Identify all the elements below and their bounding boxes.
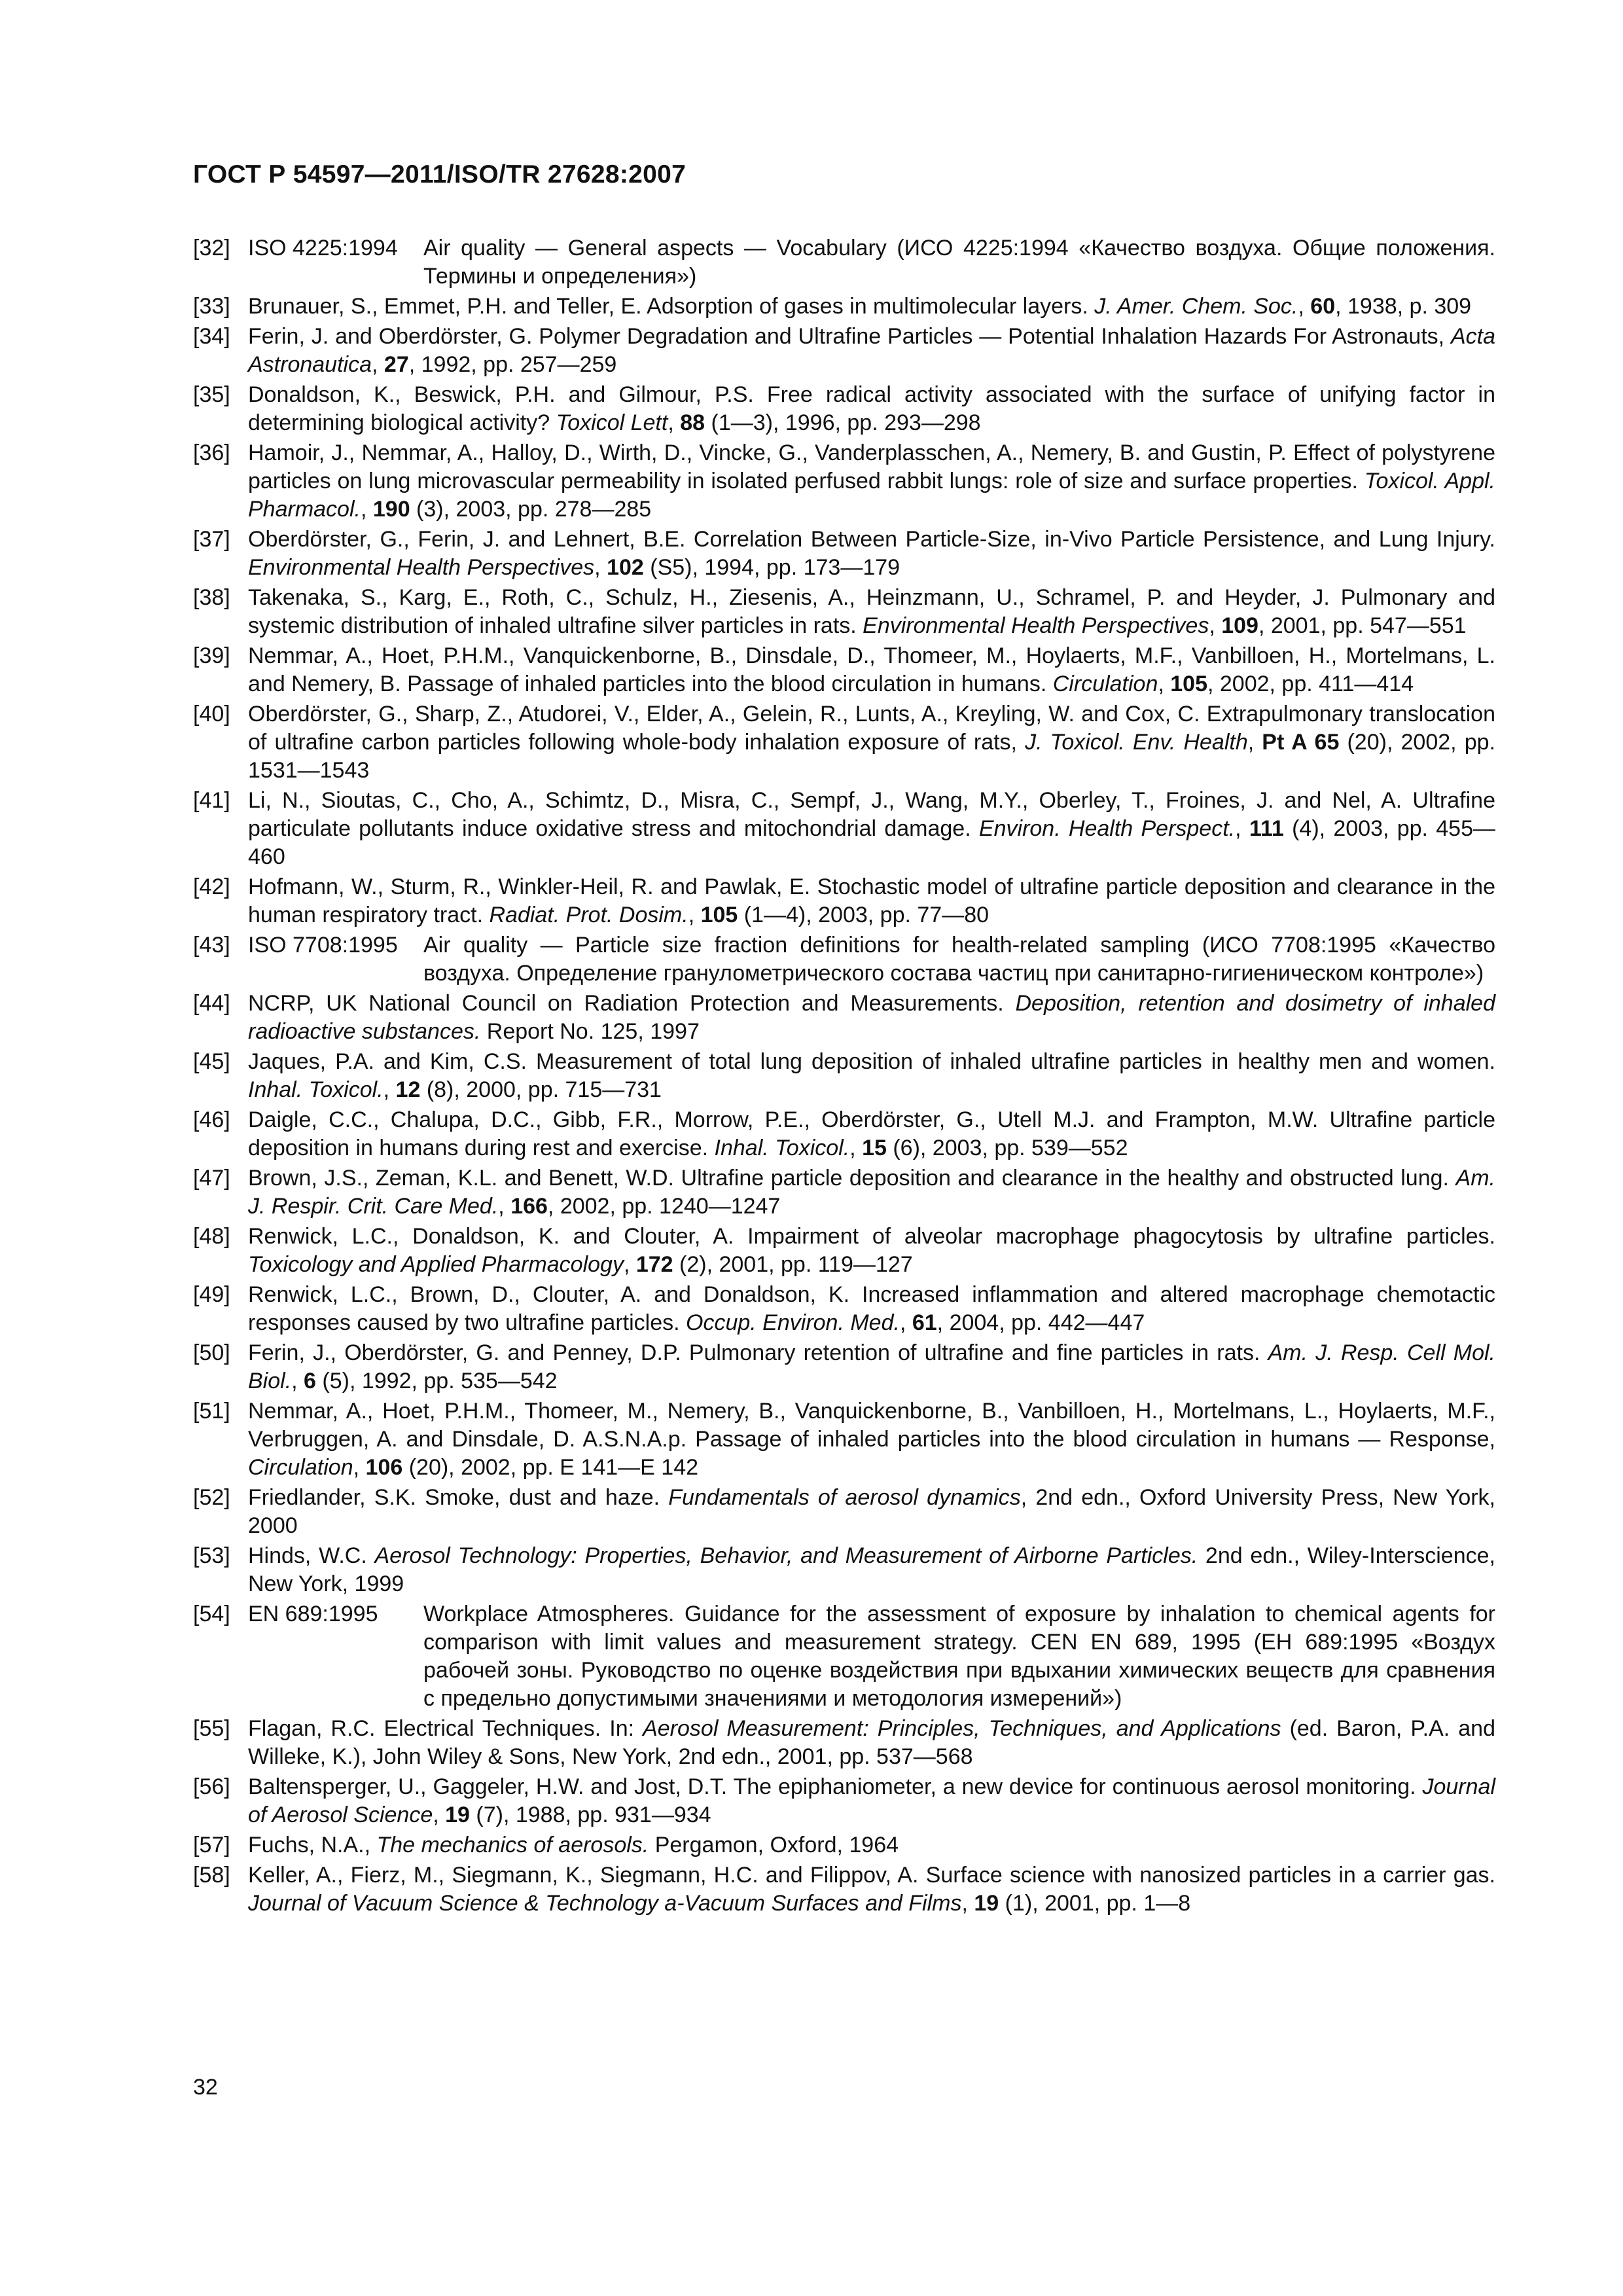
reference-text-run: Friedlander, S.K. Smoke, dust and haze. <box>248 1485 669 1510</box>
reference-number: [58] <box>193 1863 230 1888</box>
reference-text-run: , <box>961 1891 974 1916</box>
reference-volume: 6 <box>304 1369 316 1393</box>
reference-text-run: Report No. 125, 1997 <box>480 1019 700 1044</box>
reference-volume: 27 <box>383 352 409 377</box>
reference-text <box>248 1773 1495 1829</box>
reference-number: [33] <box>193 294 230 319</box>
standard-code: ISO 7708:1995 <box>248 933 398 958</box>
reference-number: [32] <box>193 236 230 260</box>
reference-source-title: J. Amer. Chem. Soc. <box>1094 294 1298 319</box>
reference-number: [56] <box>193 1774 230 1799</box>
reference-number: [52] <box>193 1485 230 1510</box>
reference-number: [38] <box>193 585 230 610</box>
reference-source-title: Toxicol. Appl. Pharmacol. <box>248 469 1495 522</box>
reference-source-title: Occup. Environ. Med. <box>686 1310 900 1335</box>
reference-text <box>248 1397 1495 1482</box>
reference-text-run: Air quality — Particle size fraction definitions for health-related sampling (ИСО 7708:1995 «Качество воздуха. Определение гранулометрического состава частиц при санитарно-гигиеническом контроле») <box>423 933 1495 986</box>
reference-source-title: Aerosol Measurement: Principles, Techniques, and Applications <box>643 1716 1281 1741</box>
reference-text-run: Oberdörster, G., Ferin, J. and Lehnert, B.E. Correlation Between Particle-Size, in-Vivo Particle Persistence, and Lung Injury. <box>248 527 1495 552</box>
reference-source-title: Radiat. Prot. Dosim. <box>489 903 688 927</box>
reference-number: [45] <box>193 1049 230 1074</box>
reference-source-title: Inhal. Toxicol. <box>714 1136 850 1160</box>
reference-source-title: Acta Astronautica <box>248 324 1495 377</box>
reference-text-run: (20), 2002, pp. 1531—1543 <box>248 730 1495 783</box>
reference-item <box>193 323 1495 379</box>
reference-source-title: Aerosol Technology: Properties, Behavior, and Measurement of Airborne Particles. <box>374 1543 1198 1568</box>
reference-item <box>193 873 1495 929</box>
reference-text-run: (1), 2001, pp. 1—8 <box>999 1891 1191 1916</box>
reference-text-run: Brown, J.S., Zeman, K.L. and Benett, W.D. Ultrafine particle deposition and clearance in the healthy and obstructed lung. <box>248 1166 1456 1191</box>
reference-text <box>423 234 1495 291</box>
reference-text-run: Hinds, W.C. <box>248 1543 375 1568</box>
reference-text-run: , 1992, pp. 257—259 <box>408 352 617 377</box>
reference-text-run: , 2002, pp. 411—414 <box>1207 672 1414 696</box>
reference-item <box>193 1542 1495 1598</box>
reference-text-run: (6), 2003, pp. 539—552 <box>886 1136 1128 1160</box>
reference-text-run: , <box>1298 294 1311 319</box>
reference-volume: 19 <box>974 1891 999 1916</box>
reference-text-run: , 2002, pp. 1240—1247 <box>547 1194 781 1219</box>
reference-item <box>193 1484 1495 1540</box>
reference-number: [57] <box>193 1833 230 1857</box>
reference-number: [48] <box>193 1224 230 1249</box>
reference-text-run: (1—3), 1996, pp. 293—298 <box>705 410 981 435</box>
reference-source-title: Deposition, retention and dosimetry of inhaled radioactive substances. <box>248 991 1495 1044</box>
reference-text <box>248 1164 1495 1221</box>
reference-text <box>248 584 1495 640</box>
reference-text <box>248 323 1495 379</box>
reference-text-run: (4), 2003, pp. 455—460 <box>248 816 1495 869</box>
reference-text-run: Pergamon, Oxford, 1964 <box>649 1833 899 1857</box>
reference-volume: 109 <box>1221 613 1258 638</box>
reference-text-run: Takenaka, S., Karg, E., Roth, C., Schulz, H., Ziesenis, A., Heinzmann, U., Schramel, P. and Heyder, J. Pulmonary and systemic distribution of inhaled ultrafine silver particles in rats. <box>248 585 1495 638</box>
reference-number: [49] <box>193 1282 230 1307</box>
reference-text-run: , <box>668 410 681 435</box>
reference-source-title: Toxicol Lett <box>556 410 668 435</box>
reference-volume: 105 <box>1170 672 1207 696</box>
reference-text-run: (3), 2003, pp. 278—285 <box>410 497 652 522</box>
reference-source-title: Journal of Aerosol Science <box>248 1774 1495 1827</box>
reference-item <box>193 1831 1495 1859</box>
reference-text-run: , <box>1247 730 1262 755</box>
reference-text <box>248 1048 1495 1104</box>
reference-item <box>193 642 1495 698</box>
reference-text <box>248 293 1495 321</box>
reference-item <box>193 381 1495 437</box>
reference-volume: 106 <box>365 1455 403 1480</box>
reference-text <box>248 787 1495 871</box>
reference-text <box>248 1339 1495 1395</box>
reference-text <box>248 700 1495 785</box>
reference-source-title: J. Toxicol. Env. Health <box>1025 730 1248 755</box>
reference-text-run: , <box>849 1136 863 1160</box>
reference-number: [40] <box>193 702 230 726</box>
reference-text-run: Renwick, L.C., Brown, D., Clouter, A. and Donaldson, K. Increased inflammation and altered macrophage chemotactic responses caused by two ultrafine particles. <box>248 1282 1495 1335</box>
reference-source-title: Circulation <box>1052 672 1158 696</box>
reference-text <box>248 439 1495 524</box>
reference-number: [46] <box>193 1107 230 1132</box>
reference-text-run: Air quality — General aspects — Vocabulary (ИСО 4225:1994 «Качество воздуха. Общие положения. Термины и определения») <box>423 236 1495 289</box>
reference-text <box>248 1542 1495 1598</box>
reference-text-run: Daigle, C.C., Chalupa, D.C., Gibb, F.R., Morrow, P.E., Oberdörster, G., Utell M.J. and Frampton, M.W. Ultrafine particle deposition in humans during rest and exercise. <box>248 1107 1495 1160</box>
reference-text-run: , <box>360 497 373 522</box>
reference-item <box>193 990 1495 1046</box>
reference-volume: 19 <box>445 1803 470 1827</box>
reference-volume: 172 <box>635 1252 673 1277</box>
reference-text-run: (7), 1988, pp. 931—934 <box>469 1803 711 1827</box>
reference-source-title: Journal of Vacuum Science & Technology a-Vacuum Surfaces and Films <box>248 1891 962 1916</box>
reference-text-run: (1—4), 2003, pp. 77—80 <box>738 903 990 927</box>
reference-source-title: Toxicology and Applied Pharmacology <box>248 1252 624 1277</box>
reference-item <box>193 293 1495 321</box>
document-header: ГОСТ Р 54597—2011/ISO/TR 27628:2007 <box>193 160 687 188</box>
reference-volume: 60 <box>1310 294 1336 319</box>
reference-text-run: NCRP, UK National Council on Radiation Protection and Measurements. <box>248 991 1016 1016</box>
reference-number: [39] <box>193 643 230 668</box>
reference-source-title: The mechanics of aerosols. <box>376 1833 649 1857</box>
reference-number: [47] <box>193 1166 230 1191</box>
reference-number: [44] <box>193 991 230 1016</box>
reference-text <box>248 1484 1495 1540</box>
reference-text-run: Renwick, L.C., Donaldson, K. and Clouter, A. Impairment of alveolar macrophage phagocytosis by ultrafine particles. <box>248 1224 1495 1249</box>
reference-text <box>248 1861 1495 1918</box>
reference-volume: 15 <box>862 1136 887 1160</box>
reference-text-run: (S5), 1994, pp. 173—179 <box>643 555 901 580</box>
reference-volume: 166 <box>510 1194 548 1219</box>
reference-text <box>248 990 1495 1046</box>
reference-text-run: Donaldson, K., Beswick, P.H. and Gilmour, P.S. Free radical activity associated with the surface of unifying factor in determining biological activity? <box>248 382 1495 435</box>
reference-item <box>193 1861 1495 1918</box>
bibliography-list <box>193 234 1495 1920</box>
reference-item <box>193 931 1495 988</box>
reference-item <box>193 1048 1495 1104</box>
standard-code: EN 689:1995 <box>248 1602 378 1626</box>
reference-source-title: Environmental Health Perspectives <box>863 613 1209 638</box>
reference-volume: Pt A 65 <box>1262 730 1340 755</box>
reference-text-run: , <box>353 1455 366 1480</box>
reference-item <box>193 700 1495 785</box>
reference-text-run: , 2004, pp. 442—447 <box>936 1310 1145 1335</box>
reference-text-run: Flagan, R.C. Electrical Techniques. In: <box>248 1716 643 1741</box>
reference-text-run: (ed. Baron, P.A. and Willeke, K.), John Wiley & Sons, New York, 2nd edn., 2001, pp. 537—568 <box>248 1716 1495 1769</box>
reference-text-run: , 1938, p. 309 <box>1335 294 1472 319</box>
reference-text-run: Li, N., Sioutas, C., Cho, A., Schimtz, D., Misra, C., Sempf, J., Wang, M.Y., Oberley, T., Froines, J. and Nel, A. Ultrafine particulate pollutants induce oxidative stress and mitochondrial damage. <box>248 788 1495 841</box>
reference-volume: 105 <box>700 903 738 927</box>
reference-number: [35] <box>193 382 230 407</box>
reference-text <box>248 873 1495 929</box>
reference-item <box>193 1106 1495 1162</box>
reference-text-run: , <box>291 1369 304 1393</box>
reference-item <box>193 1339 1495 1395</box>
reference-text-run: (5), 1992, pp. 535—542 <box>315 1369 558 1393</box>
reference-item <box>193 1600 1495 1713</box>
reference-number: [36] <box>193 440 230 465</box>
reference-text-run: (2), 2001, pp. 119—127 <box>673 1252 913 1277</box>
reference-text <box>248 381 1495 437</box>
reference-text <box>248 526 1495 582</box>
reference-number: [51] <box>193 1399 230 1424</box>
page-number: 32 <box>193 2075 218 2100</box>
reference-text-run: Nemmar, A., Hoet, P.H.M., Thomeer, M., Nemery, B., Vanquickenborne, B., Vanbilloen, H., Mortelmans, L., Hoylaerts, M.F., Verbruggen, A. and Dinsdale, D. A.S.N.A.p. Passage of inhaled particles into the blood circulation in humans — Response, <box>248 1399 1495 1452</box>
reference-volume: 61 <box>912 1310 937 1335</box>
reference-text-run: Nemmar, A., Hoet, P.H.M., Vanquickenborne, B., Dinsdale, D., Thomeer, M., Hoylaerts, M.F., Vanbilloen, H., Mortelmans, L. and Nemery, B. Passage of inhaled particles into the blood circulation in humans. <box>248 643 1495 696</box>
reference-source-title: Am. J. Respir. Crit. Care Med. <box>248 1166 1495 1219</box>
reference-text-run: , <box>688 903 701 927</box>
reference-text-run: , <box>1209 613 1222 638</box>
reference-source-title: Am. J. Resp. Cell Mol. Biol. <box>248 1340 1495 1393</box>
reference-source-title: Fundamentals of aerosol dynamics <box>668 1485 1021 1510</box>
reference-text-run: Ferin, J., Oberdörster, G. and Penney, D.P. Pulmonary retention of ultrafine and fine particles in rats. <box>248 1340 1268 1365</box>
reference-text <box>423 1600 1495 1713</box>
reference-item <box>193 1397 1495 1482</box>
reference-text-run: , <box>1158 672 1171 696</box>
reference-item <box>193 1773 1495 1829</box>
reference-source-title: Environ. Health Perspect. <box>978 816 1236 841</box>
reference-number: [34] <box>193 324 230 349</box>
reference-text <box>423 931 1495 988</box>
reference-text-run: Jaques, P.A. and Kim, C.S. Measurement of total lung deposition of inhaled ultrafine particles in healthy men and women. <box>248 1049 1495 1074</box>
reference-text-run: Baltensperger, U., Gaggeler, H.W. and Jost, D.T. The epiphaniometer, a new device for continuous aerosol monitoring. <box>248 1774 1423 1799</box>
reference-text-run: , 2001, pp. 547—551 <box>1258 613 1467 638</box>
reference-text-run: 2nd edn., Wiley-Interscience, New York, 1999 <box>248 1543 1495 1596</box>
reference-volume: 190 <box>372 497 410 522</box>
reference-text-run: Oberdörster, G., Sharp, Z., Atudorei, V., Elder, A., Gelein, R., Lunts, A., Kreyling, W. and Cox, C. Extrapulmonary translocation of ultrafine carbon particles following whole-body inhalation exposure of rats, <box>248 702 1495 755</box>
reference-item <box>193 1715 1495 1771</box>
reference-text-run: , <box>899 1310 912 1335</box>
reference-text-run: (20), 2002, pp. E 141—E 142 <box>402 1455 699 1480</box>
reference-item <box>193 526 1495 582</box>
reference-item <box>193 1281 1495 1337</box>
reference-text-run: , 2nd edn., Oxford University Press, New York, 2000 <box>248 1485 1495 1538</box>
reference-source-title: Environmental Health Perspectives <box>248 555 595 580</box>
reference-volume: 88 <box>680 410 705 435</box>
reference-number: [42] <box>193 874 230 899</box>
reference-text-run: Workplace Atmospheres. Guidance for the assessment of exposure by inhalation to chemical agents for comparison with limit values and measurement strategy. CEN EN 689, 1995 (ЕН 689:1995 «Воздух рабочей зоны. Руководство по оценке воздействия при вдыхании химических веществ для сравнения с предельно допустимыми значениями и методология измерений») <box>423 1602 1495 1711</box>
reference-text-run: Hamoir, J., Nemmar, A., Halloy, D., Wirth, D., Vincke, G., Vanderplasschen, A., Nemery, B. and Gustin, P. Effect of polystyrene particles on lung microvascular permeability in isolated perfused rabbit lungs: role of size and surface properties. <box>248 440 1495 493</box>
reference-volume: 111 <box>1249 816 1284 841</box>
reference-source-title: Circulation <box>248 1455 353 1480</box>
reference-number: [37] <box>193 527 230 552</box>
reference-text <box>248 1831 1495 1859</box>
reference-number: [53] <box>193 1543 230 1568</box>
reference-number: [55] <box>193 1716 230 1741</box>
reference-volume: 102 <box>607 555 644 580</box>
reference-item <box>193 234 1495 291</box>
reference-volume: 12 <box>395 1077 421 1102</box>
reference-text-run: , <box>594 555 607 580</box>
reference-text <box>248 1281 1495 1337</box>
reference-text-run: , <box>1235 816 1249 841</box>
reference-text-run: (8), 2000, pp. 715—731 <box>420 1077 662 1102</box>
reference-number: [50] <box>193 1340 230 1365</box>
reference-source-title: Inhal. Toxicol. <box>248 1077 383 1102</box>
reference-text-run: Hofmann, W., Sturm, R., Winkler-Heil, R. and Pawlak, E. Stochastic model of ultrafine particle deposition and clearance in the human respiratory tract. <box>248 874 1495 927</box>
reference-text-run: Fuchs, N.A., <box>248 1833 377 1857</box>
reference-text-run: Ferin, J. and Oberdörster, G. Polymer Degradation and Ultrafine Particles — Potential Inhalation Hazards For Astronauts, <box>248 324 1451 349</box>
reference-item <box>193 787 1495 871</box>
reference-item <box>193 439 1495 524</box>
reference-text-run: , <box>433 1803 446 1827</box>
reference-text <box>248 642 1495 698</box>
reference-number: [41] <box>193 788 230 813</box>
reference-text <box>248 1715 1495 1771</box>
reference-item <box>193 1223 1495 1279</box>
reference-text-run: Brunauer, S., Emmet, P.H. and Teller, E. Adsorption of gases in multimolecular layers. <box>248 294 1095 319</box>
reference-number: [54] <box>193 1602 230 1626</box>
reference-text <box>248 1106 1495 1162</box>
reference-text-run: , <box>372 352 384 377</box>
reference-text-run: , <box>498 1194 511 1219</box>
reference-text-run: Keller, A., Fierz, M., Siegmann, K., Siegmann, H.C. and Filippov, A. Surface science with nanosized particles in a carrier gas. <box>248 1863 1495 1888</box>
reference-text-run: , <box>623 1252 636 1277</box>
reference-text-run: , <box>383 1077 396 1102</box>
reference-number: [43] <box>193 933 230 958</box>
standard-code: ISO 4225:1994 <box>248 236 398 260</box>
reference-text <box>248 1223 1495 1279</box>
reference-item <box>193 1164 1495 1221</box>
reference-item <box>193 584 1495 640</box>
